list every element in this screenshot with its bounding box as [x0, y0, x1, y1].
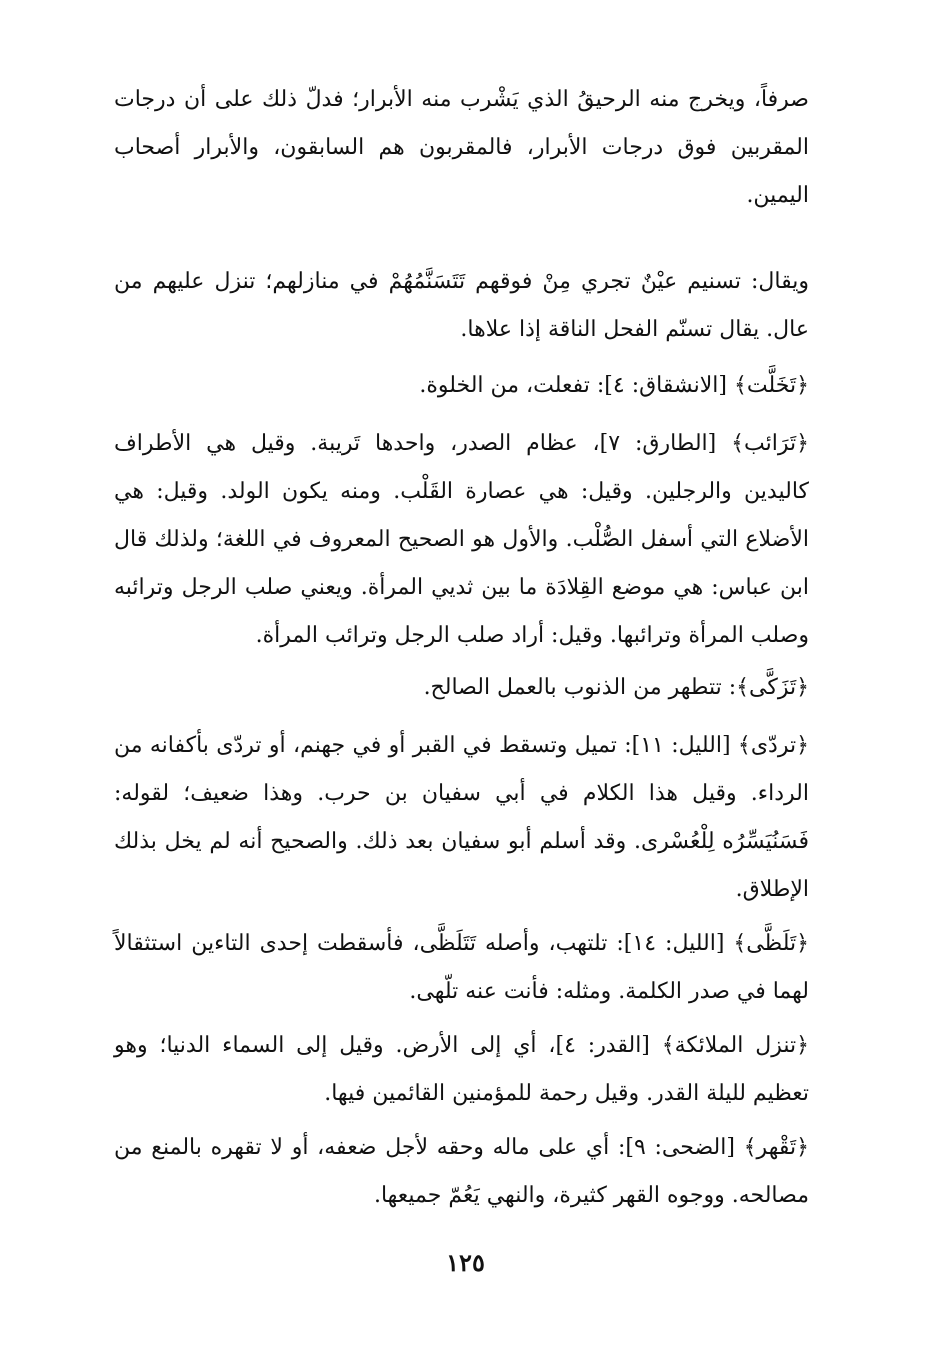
page-number: ١٢٥: [446, 1248, 485, 1277]
paragraph-9: ﴿تَقْهر﴾ [الضحى: ٩]: أي على ماله وحقه لأجل ضعفه، أو لا تقهره بالمنع من مصالحه. ووجوه القهر كثيرة، والنهي يَعُمّ جميعها.: [114, 1135, 809, 1208]
paragraph-7: ﴿تَلَظَّى﴾ [الليل: ١٤]: تلتهب، وأصله تَتَلَظَّى، فأسقطت إحدى التاءين استثقالاً لهما في صدر الكلمة. ومثله: فأنت عنه تلّهى.: [114, 931, 809, 1004]
paragraph-3: ﴿تَخَلَّت﴾ [الانشقاق: ٤]: تفعلت، من الخلوة.: [419, 373, 809, 398]
paragraph-5: ﴿تَزَكَّى﴾: تتطهر من الذنوب بالعمل الصالح.: [423, 675, 809, 700]
paragraph-1: صرفاً، ويخرج منه الرحيقُ الذي يَشْرب منه الأبرار؛ فدلّ ذلك على أن درجات المقربين فوق درجات الأبرار، فالمقربون هم السابقون، والأبرار أصحاب اليمين.: [114, 87, 809, 208]
paragraph-4: ﴿تَرَائب﴾ [الطارق: ٧]، عظام الصدر، واحدها تَريبة. وقيل هي الأطراف كاليدين والرجلين. وقيل: هي عصارة القَلْب. ومنه يكون الولد. وقيل: هي الأضلاع التي أسفل الصُّلْب. والأول هو الصحيح المعروف في اللغة؛ ولذلك قال ابن عباس: هي موضع القِلادَة ما بين ثديي المرأة. ويعني صلب الرجل وترائبه وصلب المرأة وترائبها. وقيل: أراد صلب الرجل وترائب المرأة.: [114, 431, 810, 648]
paragraph-8: ﴿تنزل الملائكة﴾ [القدر: ٤]، أي إلى الأرض. وقيل إلى السماء الدنيا؛ وهو تعظيم لليلة القدر. وقيل رحمة للمؤمنين القائمين فيها.: [114, 1033, 809, 1106]
paragraph-6: ﴿تردّى﴾ [الليل: ١١]: تميل وتسقط في القبر أو في جهنم، أو تردّى بأكفانه من الرداء. وقيل هذا الكلام في أبي سفيان بن حرب. وهذا ضعيف؛ لقوله: فَسَنُيَسِّرُه لِلْعُسْرى. وقد أسلم أبو سفيان بعد ذلك. والصحيح أنه لم يخل بذلك الإطلاق.: [114, 733, 809, 902]
paragraph-2: ويقال: تسنيم عيْنٌ تجري مِنْ فوقهم تَتَسَنَّمُهُمْ في منازلهم؛ تنزل عليهم من عال. يقال تسنّم الفحل الناقة إذا علاها.: [114, 269, 809, 342]
